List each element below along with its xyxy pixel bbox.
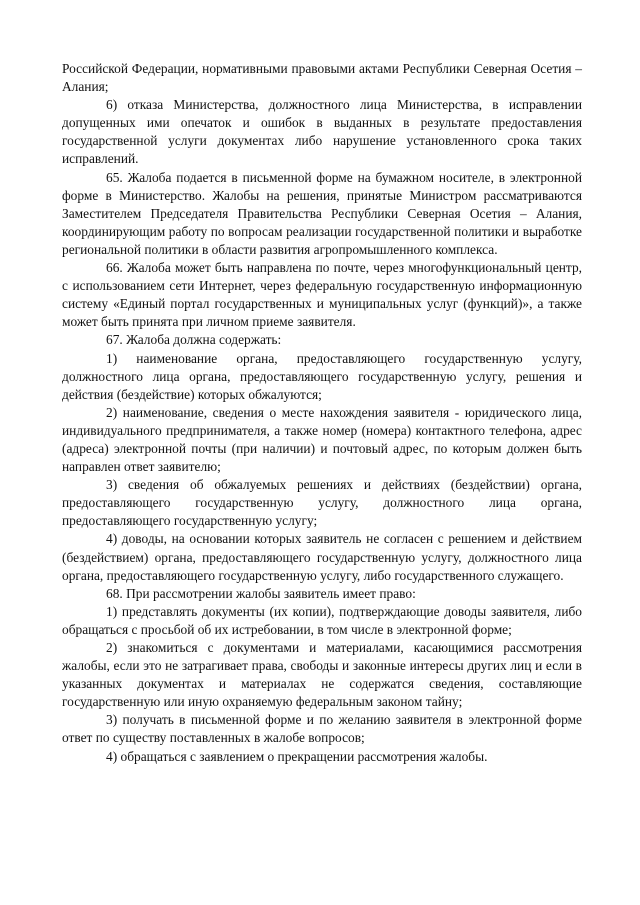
paragraph-67: 67. Жалоба должна содержать:	[106, 332, 282, 348]
paragraph-continuation: Российской Федерации, нормативными правовыми актами Республики Северная Осетия – Алания;	[62, 61, 582, 95]
paragraph-item-6: 6) отказа Министерства, должностного лица Министерства, в исправлении допущенных ими опечаток и ошибок в выданных в результате предоставления государственной услуги документах либо нарушение установленного срока таких исправлений.	[62, 97, 582, 167]
paragraph-67-item-4: 4) доводы, на основании которых заявитель не согласен с решением и действием (бездействием) органа, предоставляющего государственную услугу, должностного лица органа, предоставляющего государственную услугу, либо государственного служащего.	[62, 531, 582, 583]
paragraph-66: 66. Жалоба может быть направлена по почте, через многофункциональный центр, с использованием сети Интернет, через федеральную государственную информационную систему «Единый портал государственных и муниципальных услуг (функций)», а также может быть принята при личном приеме заявителя.	[62, 260, 582, 330]
paragraph-67-item-3: 3) сведения об обжалуемых решениях и действиях (бездействии) органа, предоставляющего государственную услугу, должностного лица органа, предоставляющего государственную услугу;	[62, 477, 582, 529]
paragraph-68-item-2: 2) знакомиться с документами и материалами, касающимися рассмотрения жалобы, если это не затрагивает права, свободы и законные интересы других лиц и если в указанных документах и материалах не содержатся сведения, составляющие государственную или иную охраняемую федеральным законом тайну;	[62, 640, 582, 710]
paragraph-67-item-1: 1) наименование органа, предоставляющего государственную услугу, должностного лица органа, предоставляющего государственную услугу, решения и действия (бездействие) которых обжалуются;	[62, 350, 582, 402]
paragraph-67-item-2: 2) наименование, сведения о месте нахождения заявителя - юридического лица, индивидуального предпринимателя, а также номер (номера) контактного телефона, адрес (адреса) электронной почты (при наличии) и почтовый адрес, по которым должен быть направлен ответ заявителю;	[62, 404, 582, 475]
document-page	[62, 60, 582, 766]
paragraph-68-item-4: 4) обращаться с заявлением о прекращении рассмотрения жалобы.	[106, 748, 488, 764]
paragraph-68-item-1: 1) представлять документы (их копии), подтверждающие доводы заявителя, либо обращаться с просьбой об их истребовании, в том числе в электронной форме;	[62, 603, 582, 637]
paragraph-68: 68. При рассмотрении жалобы заявитель имеет право:	[106, 585, 416, 601]
paragraph-65: 65. Жалоба подается в письменной форме на бумажном носителе, в электронной форме в Министерство. Жалобы на решения, принятые Министром рассматриваются Заместителем Председателя Правительства Республики Северная Осетия – Алания, координирующим работу по вопросам реализации государственной политики и выработке региональной политики в области развития агропромышленного комплекса.	[62, 169, 582, 257]
paragraph-68-item-3: 3) получать в письменной форме и по желанию заявителя в электронной форме ответ по существу поставленных в жалобе вопросов;	[62, 712, 582, 746]
